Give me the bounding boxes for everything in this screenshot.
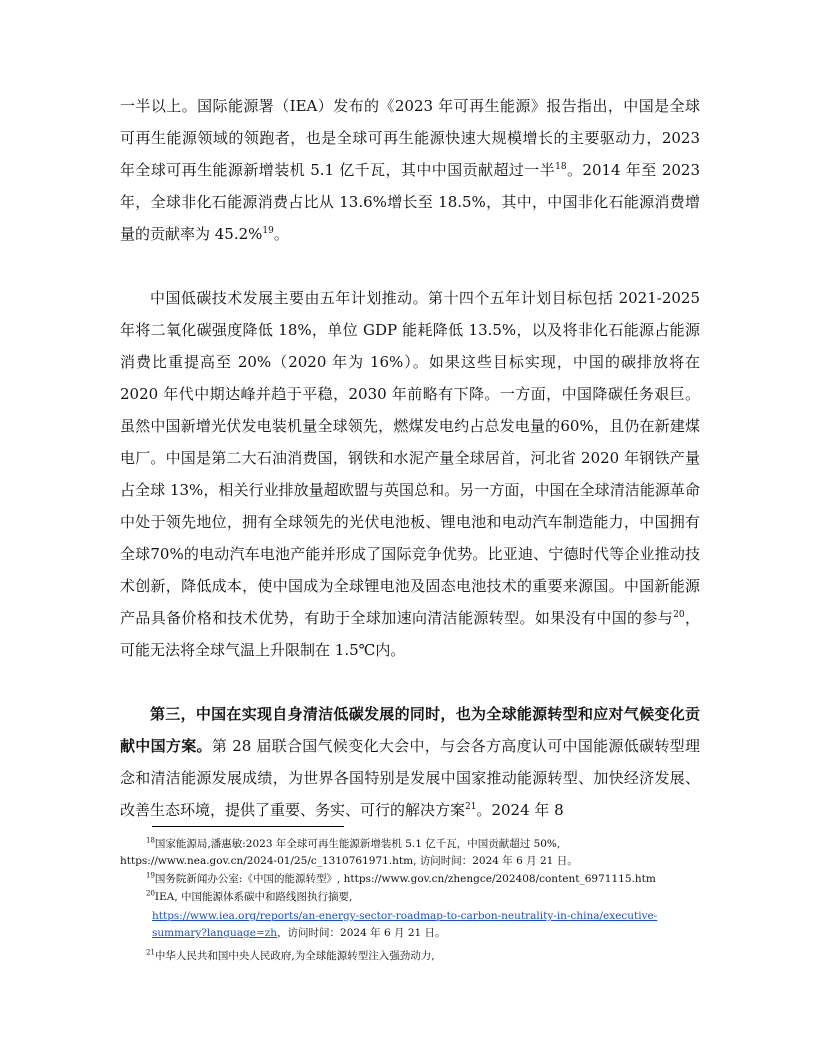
footnote-link[interactable]: https://www.iea.org/reports/an-energy-sector-roadmap-to-carbon-neutrality-in-china/executive-summary?language=zh <box>152 910 658 939</box>
paragraph-text: 。2024 年 8 <box>476 801 564 819</box>
paragraph-renewables <box>120 90 700 250</box>
paragraph-low-carbon <box>120 282 700 666</box>
footnote-19 <box>120 871 700 888</box>
bold-lead-sentence: 第三，中国在实现自身清洁低碳发展的同时，也为全球能源转型和应对气候变化贡献中国方案。 <box>120 705 700 755</box>
paragraph-text: 。 <box>273 225 289 243</box>
footnote-20 <box>120 889 700 942</box>
footnote-divider <box>152 826 344 827</box>
footnote-number: 20 <box>146 889 155 898</box>
paragraph-text: ，可能无法将全球气温上升限制在 1.5℃内。 <box>120 609 700 659</box>
paragraph-text: 第 28 届联合国气候变化大会中，与会各方高度认可中国能源低碳转型理念和清洁能源发展成绩，为世界各国特别是发展中国家推动能源转型、加快经济发展、改善生态环境，提供了重要、务实、可行的解决方案 <box>120 737 700 819</box>
footnote-ref-18[interactable]: 18 <box>555 162 567 172</box>
paragraph-gap <box>120 666 700 698</box>
footnote-text: IEA, 中国能源体系碳中和路线图执行摘要, <box>154 891 353 903</box>
footnotes <box>120 836 700 966</box>
footnote-ref-21[interactable]: 21 <box>465 802 477 812</box>
footnote-text: ，访问时间：2024 年 6 月 21 日。 <box>277 927 446 939</box>
footnote-text: 国家能源局,潘惠敏:2023 年全球可再生能源新增装机 5.1 亿千瓦，中国贡献超过 50%, <box>154 838 561 850</box>
footnote-ref-19[interactable]: 19 <box>262 226 274 236</box>
footnote-18 <box>120 836 700 870</box>
paragraph-text: 。2014 年至 2023 年，全球非化石能源消费占比从 13.6%增长至 18.5%，其中，中国非化石能源消费增量的贡献率为 45.2% <box>120 161 700 243</box>
footnote-number: 21 <box>146 948 155 957</box>
paragraph-text: 中国低碳技术发展主要由五年计划推动。第十四个五年计划目标包括 2021-2025 年将二氧化碳强度降低 18%，单位 GDP 能耗降低 13.5%，以及将非化石能源占能源消费比重提高至 20%（2020 年为 16%）。如果这些目标实现，中国的碳排放将在 2020 年代中期达峰并趋于平稳，2030 年前略有下降。一方面，中国降碳任务艰巨。虽然中国新增光伏发电装机量全球领先，燃煤发电约占总发电量的60%，且仍在新建煤电厂。中国是第二大石油消费国，钢铁和水泥产量全球居首，河北省 2020 年钢铁产量占全球 13%，相关行业排放量超欧盟与英国总和。另一方面，中国在全球清洁能源革命中处于领先地位，拥有全球领先的光伏电池板、锂电池和电动汽车制造能力，中国拥有全球70%的电动汽车电池产能并形成了国际竞争优势。比亚迪、宁德时代等企业推动技术创新，降低成本，使中国成为全球锂电池及固态电池技术的重要来源国。中国新能源产品具备价格和技术优势，有助于全球加速向清洁能源转型。如果没有中国的参与 <box>120 289 700 627</box>
footnote-number: 18 <box>146 836 155 845</box>
paragraph-text: 一半以上。国际能源署（IEA）发布的《2023 年可再生能源》报告指出，中国是全球可再生能源领域的领跑者，也是全球可再生能源快速大规模增长的主要驱动力，2023 年全球可再生能源新增装机 5.1 亿千瓦，其中中国贡献超过一半 <box>120 97 700 179</box>
footnote-number: 19 <box>146 871 155 880</box>
paragraph-gap <box>120 250 700 282</box>
footnote-text: 中华人民共和国中央人民政府,为全球能源转型注入强劲动力, <box>154 950 435 962</box>
footnote-21 <box>120 948 700 965</box>
footnote-text: https://www.nea.gov.cn/2024-01/25/c_1310761971.htm, 访问时间：2024 年 6 月 21 日。 <box>120 855 578 867</box>
footnote-text: 国务院新闻办公室:《中国的能源转型》, https://www.gov.cn/zhengce/202408/content_6971115.htm <box>154 873 656 885</box>
paragraph-third-point <box>120 698 700 826</box>
footnote-ref-20[interactable]: 20 <box>673 610 685 620</box>
body-text <box>120 90 700 826</box>
